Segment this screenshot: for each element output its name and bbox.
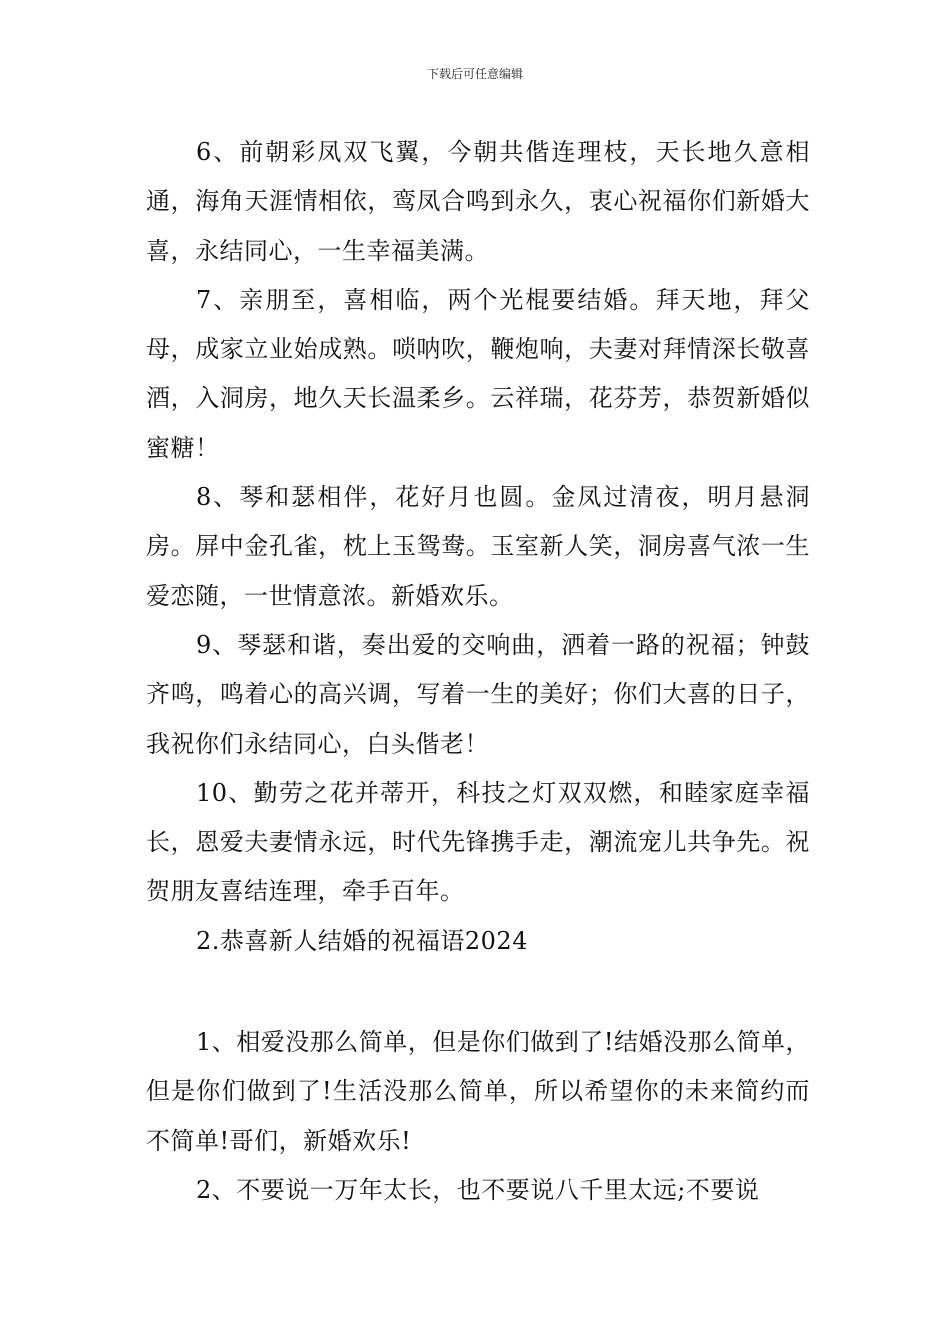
blessing-paragraph-6: 6、前朝彩凤双飞翼，今朝共偕连理枝，天长地久意相通，海角天涯情相依，鸾凤合鸣到永久，衷心祝福你们新婚大喜，永结同心，一生幸福美满。 — [146, 138, 810, 265]
blessing-paragraph-10: 10、勤劳之花并蒂开，科技之灯双双燃，和睦家庭幸福长，恩爱夫妻情永远，时代先锋携手走，潮流宠儿共争先。祝贺朋友喜结连理，牵手百年。 — [146, 778, 810, 906]
blessing-paragraph-9: 9、琴瑟和谐，奏出爱的交响曲，洒着一路的祝福；钟鼓齐鸣，鸣着心的高兴调，写着一生的美好；你们大喜的日子，我祝你们永结同心，白头偕老！ — [146, 630, 810, 758]
document-body — [146, 128, 810, 1215]
blessing-paragraph-7: 7、亲朋至，喜相临，两个光棍要结婚。拜天地，拜父母，成家立业始成熟。唢呐吹，鞭炮响，夫妻对拜情深长敬喜酒，入洞房，地久天长温柔乡。云祥瑞，花芬芳，恭贺新婚似蜜糖！ — [146, 285, 810, 462]
blessing-paragraph-1: 1、相爱没那么简单，但是你们做到了!结婚没那么简单，但是你们做到了!生活没那么简单，所以希望你的未来简约而不简单!哥们，新婚欢乐! — [146, 1028, 810, 1155]
page-header-note: 下载后可任意编辑 — [426, 67, 523, 81]
section-heading: 2.恭喜新人结婚的祝福语2024 — [196, 926, 528, 955]
blessing-paragraph-8: 8、琴和瑟相伴，花好月也圆。金凤过清夜，明月悬洞房。屏中金孔雀，枕上玉鸳鸯。玉室新人笑，洞房喜气浓一生爱恋随，一世情意浓。新婚欢乐。 — [146, 483, 810, 610]
blessing-paragraph-2: 2、不要说一万年太长，也不要说八千里太远;不要说 — [196, 1175, 760, 1204]
